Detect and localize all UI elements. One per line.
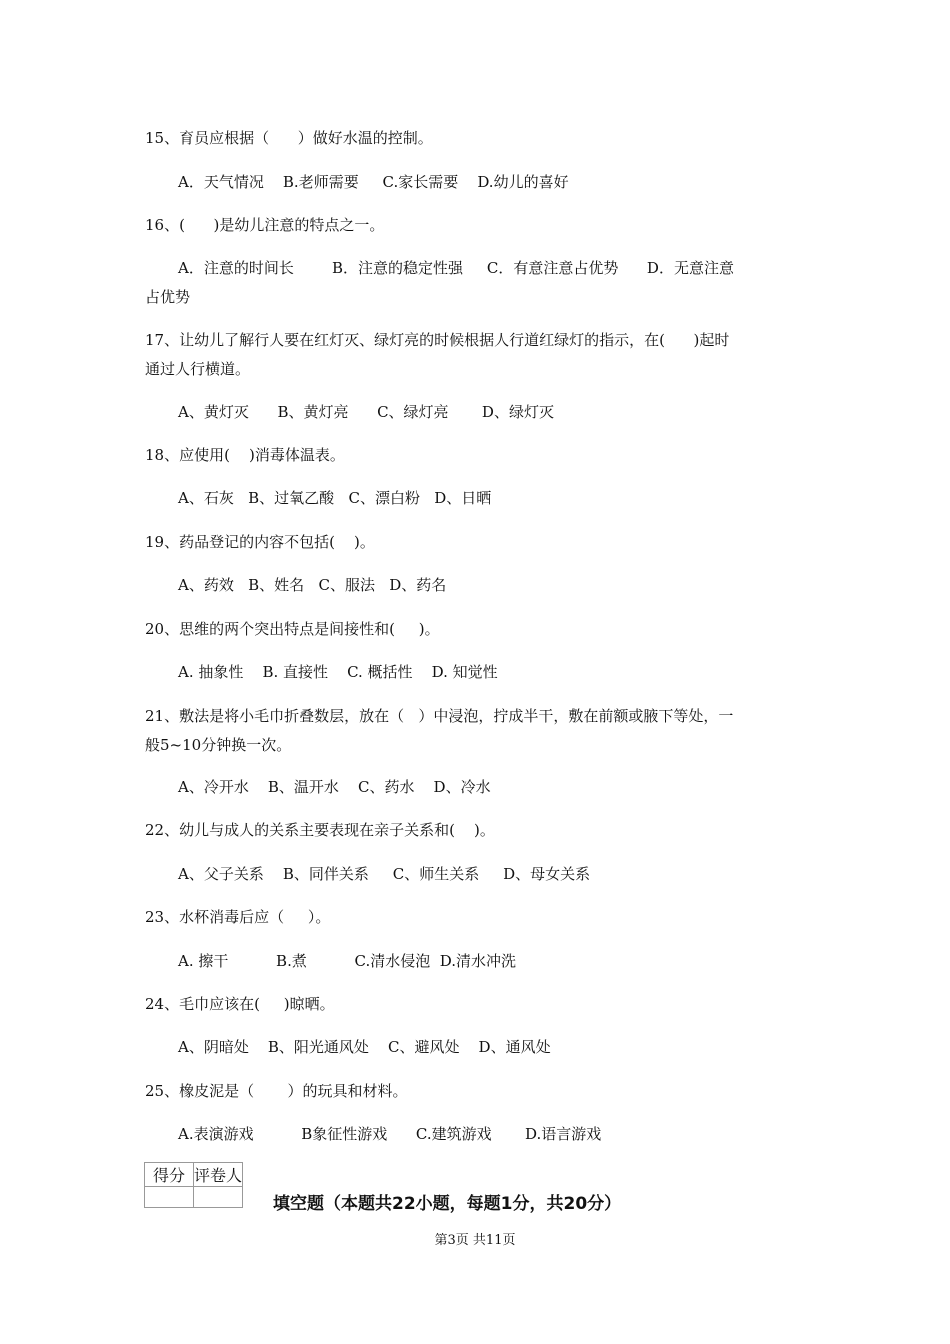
score-header: 得分	[145, 1163, 194, 1187]
question-17: 17、让幼儿了解行人要在红灯灭、绿灯亮的时候根据人行道红绿灯的指示，在( )起时	[145, 331, 730, 349]
question-16-options: A．注意的时间长 B．注意的稳定性强 C．有意注意占优势 D．无意注意	[178, 259, 734, 277]
grader-header: 评卷人	[194, 1163, 243, 1187]
question-20: 20、思维的两个突出特点是间接性和( )。	[145, 620, 440, 638]
page-footer: 第3页 共11页	[434, 1233, 516, 1248]
question-17-cont: 通过人行横道。	[145, 360, 251, 378]
question-19-options: A、药效 B、姓名 C、服法 D、药名	[178, 576, 447, 594]
question-21-options: A、冷开水 B、温开水 C、药水 D、冷水	[178, 778, 491, 796]
question-15-options: A．天气情况 B.老师需要 C.家长需要 D.幼儿的喜好	[178, 173, 569, 191]
question-22-options: A、父子关系 B、同伴关系 C、师生关系 D、母女关系	[178, 865, 591, 883]
score-cell[interactable]	[145, 1187, 194, 1208]
question-15: 15、育员应根据（ ）做好水温的控制。	[145, 129, 433, 147]
question-23-options: A. 擦干 B.煮 C.清水侵泡 D.清水冲洗	[178, 952, 517, 970]
question-18-options: A、石灰 B、过氧乙酸 C、漂白粉 D、日晒	[178, 489, 492, 507]
question-24: 24、毛巾应该在( )晾晒。	[145, 995, 335, 1013]
grader-cell[interactable]	[194, 1187, 243, 1208]
section-title: 填空题（本题共22小题，每题1分，共20分）	[273, 1194, 622, 1214]
question-16: 16、( )是幼儿注意的特点之一。	[145, 216, 385, 234]
question-19: 19、药品登记的内容不包括( )。	[145, 533, 375, 551]
question-17-options: A、黄灯灭 B、黄灯亮 C、绿灯亮 D、绿灯灭	[178, 403, 554, 421]
question-22: 22、幼儿与成人的关系主要表现在亲子关系和( )。	[145, 821, 495, 839]
question-21: 21、敷法是将小毛巾折叠数层，放在（ ）中浸泡，拧成半干，敷在前额或腋下等处，一	[145, 707, 734, 725]
question-20-options: A. 抽象性 B. 直接性 C. 概括性 D. 知觉性	[178, 663, 498, 681]
question-18: 18、应使用( )消毒体温表。	[145, 446, 345, 464]
question-25-options: A.表演游戏 B象征性游戏 C.建筑游戏 D.语言游戏	[178, 1125, 602, 1143]
question-23: 23、水杯消毒后应（ ）。	[145, 908, 331, 926]
question-16-options-cont: 占优势	[145, 288, 191, 306]
question-24-options: A、阴暗处 B、阳光通风处 C、避风处 D、通风处	[178, 1038, 551, 1056]
question-25: 25、橡皮泥是（ ）的玩具和材料。	[145, 1082, 408, 1100]
score-table	[144, 1162, 243, 1208]
question-21-cont: 般5~10分钟换一次。	[145, 736, 292, 754]
